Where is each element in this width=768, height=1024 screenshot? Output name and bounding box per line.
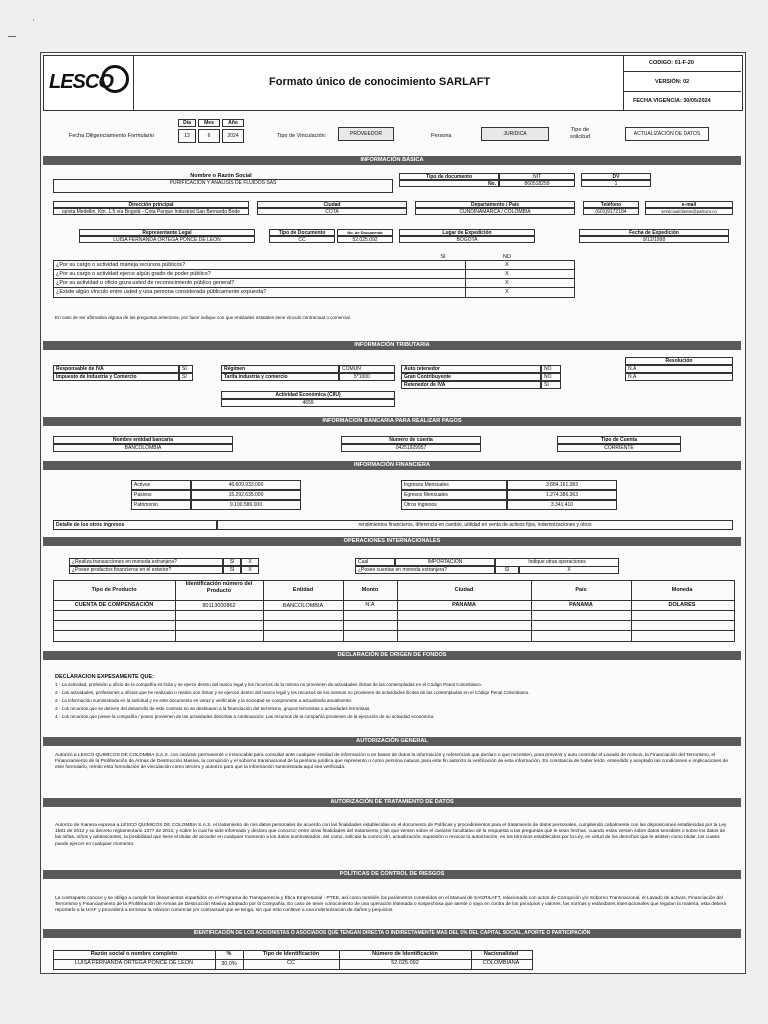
ingresos-field[interactable]: 3.884.161.083: [507, 480, 617, 490]
table-cell: BANCOLOMBIA: [282, 603, 324, 609]
table-cell: DOLARES: [668, 602, 696, 608]
section-bancaria: INFORMACION BANCARIA PARA REALIZAR PAGOS: [43, 417, 741, 426]
pep-question: ¿Existe algún vínculo entre usted y una persona considerada públicamente expuesta?: [56, 289, 267, 295]
tarifa-label: Tarifa industria y comercio: [221, 373, 339, 381]
table-cell: N.A: [365, 602, 375, 608]
section-autorizacion: AUTORIZACIÓN GENERAL: [43, 737, 741, 746]
pep-note: En caso de ser afirmativa alguna de las preguntas anteriores, por favor indique con que entidades estatales tiene vínculo contractual o comercial.: [55, 315, 351, 320]
scan-mark: ˈ: [32, 18, 35, 27]
rep-label: Representante Legal: [79, 229, 255, 236]
anio-label: Año: [222, 119, 244, 127]
pep-answer-checkbox[interactable]: X: [505, 262, 509, 268]
pep-question: ¿Por su cargo o actividad maneja recursos públicos?: [56, 262, 186, 268]
pep-answer-checkbox[interactable]: X: [505, 271, 509, 277]
intl-q2: ¿Posee productos financieros en el exterior?: [69, 566, 223, 574]
dia-field[interactable]: 13: [178, 129, 196, 143]
detalle-label: Detalle de los otros ingresos: [53, 520, 217, 530]
origen-item: 2 - Las actividades, profesiones u oficios que he realizado o realizo son lícitos y se ejercen dentro del marco legal y los recursos de los mismos no provienen de actividades ilícitas de las contempladas en el Código Penal Colombiano.: [55, 690, 530, 695]
origen-item: 2 - La información suministrada en la solicitud y en este documento es veraz y verificable y la sociedad se compromete a actualizarla anualmente.: [55, 698, 353, 703]
section-basica: INFORMACIÓN BÁSICA: [43, 156, 741, 165]
fexp-field[interactable]: 9/12/1998: [579, 236, 729, 243]
col-header: %: [226, 951, 232, 957]
tipo-cuenta-label: Tipo de Cuenta: [557, 436, 681, 444]
tipo-doc-label: Tipo de documento: [399, 173, 499, 180]
depto-label: Departamento / País: [415, 201, 575, 208]
gran-label: Gran Contribuyente: [401, 373, 541, 381]
riesgos-text: La contraparte conoce y se obliga a cumplir los lineamientos impartidos en el Programa de Transparencia y Ética Empresarial - PTEE, así como también los parámetros contenidos en el Manual de SAGRILAFT, relacionado con actos de Corrupción y/o Soborno Transnacional, el Lavado de activos, Financiación del Terrorismo y Financiamiento de la Proliferación de Armas de Destrucción Masiva adoptado por la Compañía. En caso de tener conocimiento de una operación intentada o sospechosa que atente o vaya en contra de los principios y valores, las normas y estándares internacionales que regulan la materia, esta deberá reportarlo a la UIAF y procederá a terminar la relación comercial y/o contractual que se tenga, sin que esto conlleve a una indemnización de daños y perjuicios.: [55, 896, 727, 914]
dv-label: DV: [581, 173, 651, 180]
entidad-label: Nombre entidad bancaria: [53, 436, 233, 444]
detalle-field[interactable]: rendimientos financieros, diferencia en cambio, utilidad en venta de activos fijos, indemnizaciones y otros: [217, 520, 733, 530]
solicitud-field[interactable]: ACTUALIZACIÓN DE DATOS: [625, 127, 709, 141]
tdoc-label: Tipo de Documento: [269, 229, 335, 236]
tel-label: Teléfono: [583, 201, 639, 208]
resol-label: Resolución: [625, 357, 733, 365]
cual-label: Cual: [355, 558, 395, 566]
dir-label: Dirección principal: [53, 201, 249, 208]
otros-label: Otros Ingresos: [401, 500, 507, 510]
table-cell: CUENTA DE COMPENSACIÓN: [74, 602, 154, 608]
table-cell: COLOMBIANA: [482, 960, 520, 966]
table-cell: 80113000862: [202, 603, 236, 609]
tratamiento-text: Autorizo de manera expresa a LESCO QUIMICOS DE COLOMBIA S.A.S. el tratamiento de mis datos personales de acuerdo con las finalidades establecidas en el documento de Políticas y procedimientos para el tratamiento de datos personales, cumpliendo cabalmente con las disposiciones establecidas por la Ley 1581 de 2012 y su decreto reglamentario 1377 de 2013, y sobre lo cual he sido informado y declaro que conozco; entre otras finalidades del tratamiento y las que versen sobre el carácter facultativo de la respuesta a las preguntas que le sean hechas, cuando estas versen sobre datos sensibles o sobre los datos de las niñas, niños y adolescentes, la posibilidad que tiene el titular de acceder en cualquier momento a los datos suministrados, así como, solicitar la corrección, actualización, supresión o revocar la autorización, en los términos establecidos por la Ley, en virtud de los derechos que le asisten como titular, los cuales puede ejercer en cualquier momento.: [55, 823, 727, 847]
entidad-field[interactable]: BANCOLOMBIA: [53, 444, 233, 452]
col-header: Entidad: [292, 587, 314, 593]
autoret-label: Auto retenedor: [401, 365, 541, 373]
table-cell: 52.025.092: [391, 960, 419, 966]
ciiu-label: Actividad Económica (CIIU): [221, 391, 395, 399]
rep-field[interactable]: LUISA FERNANDA ORTEGA PONCE DE LEON: [79, 236, 255, 243]
logo-magnifier-icon: [101, 65, 129, 93]
iva-field[interactable]: SI: [179, 365, 193, 373]
activos-field[interactable]: 46.609.933.000: [191, 480, 301, 490]
section-tratamiento: AUTORIZACIÓN DE TRATAMIENTO DE DATOS: [43, 798, 741, 807]
col-header: Identificación número del Producto: [185, 581, 253, 594]
section-internacionales: OPERACIONES INTERNACIONALES: [43, 537, 741, 546]
col-header: Tipo de Producto: [91, 587, 137, 593]
intl-q3-x[interactable]: X: [519, 566, 619, 574]
intl-q1-si[interactable]: SI: [223, 558, 241, 566]
tarifa-field[interactable]: 5*1000: [339, 373, 395, 381]
scan-mark-line: [8, 36, 16, 37]
vinculacion-field[interactable]: PROVEEDOR: [338, 127, 394, 141]
table-cell: PANAMA: [569, 602, 593, 608]
iva-label: Responsable de IVA: [53, 365, 179, 373]
reteiva-field[interactable]: SI: [541, 381, 561, 389]
gran-field[interactable]: NO: [541, 373, 561, 381]
ciudad-label: Ciudad: [257, 201, 407, 208]
company-logo: LESCO: [49, 71, 113, 93]
mes-field[interactable]: 6: [198, 129, 220, 143]
form-page: [40, 52, 746, 974]
tipo-doc-field[interactable]: NIT: [499, 173, 575, 180]
section-financiera: INFORMACIÓN FINANCIERA: [43, 461, 741, 470]
col-header: Monto: [361, 587, 379, 593]
email-field[interactable]: servicioalcliente@pafcom.co: [645, 208, 733, 215]
origen-title: DECLARACION EXPESAMENTE QUE:: [55, 674, 155, 680]
col-header: Moneda: [671, 587, 693, 593]
ica-label: Impuesto de Industria y Comercio: [53, 373, 179, 381]
vinculacion-label: Tipo de Vinculación:: [277, 133, 327, 139]
table-cell: PANAMA: [452, 602, 476, 608]
col-header: Número de Identificación: [372, 951, 438, 957]
anio-field[interactable]: 2024: [222, 129, 244, 143]
persona-label: Persona: [431, 133, 452, 139]
razon-field[interactable]: PURIFICACION Y ANALISIS DE FLUIDOS SAS: [53, 179, 393, 193]
patrimonio-field[interactable]: 9.100.586.000: [191, 500, 301, 510]
razon-label: Nombre o Razón Social: [190, 173, 252, 179]
resol-field-2[interactable]: N.A: [625, 373, 733, 381]
activos-label: Activos: [131, 480, 191, 490]
no-field[interactable]: 860518259: [499, 180, 575, 187]
pasivos-label: Pasivos: [131, 490, 191, 500]
cuenta-label: Numero de cuenta: [341, 436, 481, 444]
origen-item: 3 - Los recursos que se deriven del desarrollo de este contrato no se destinaran a la financiación del terrorismo, grupos terroristas o actividades terroristas.: [55, 706, 371, 711]
cuenta-field[interactable]: 04251929957: [341, 444, 481, 452]
ingresos-label: Ingresos Mensuales: [401, 480, 507, 490]
ica-field[interactable]: SI: [179, 373, 193, 381]
no-header: NO: [502, 254, 512, 260]
col-header: País: [575, 587, 587, 593]
section-origen: DECLARACIÓN DE ORIGEN DE FONDOS: [43, 651, 741, 660]
email-label: e-mail: [645, 201, 733, 208]
section-tributaria: INFORMACIÓN TRIBUTARIA: [43, 341, 741, 350]
table-cell: LUISA FERNANDA ORTEGA PONCE DE LEON: [74, 960, 194, 966]
tdoc-field[interactable]: CC: [269, 236, 335, 243]
nodoc-field[interactable]: 52.025.092: [337, 236, 393, 243]
form-title: Formato único de conocimiento SARLAFT: [269, 76, 491, 88]
intl-q1-x[interactable]: X: [241, 558, 259, 566]
pep-answer-checkbox[interactable]: X: [505, 289, 509, 295]
tel-field[interactable]: (601)9172184: [583, 208, 639, 215]
table-cell: 30,0%: [221, 961, 237, 967]
dir-field[interactable]: opista Medellin, Km. 1.5 vía Bogotá - Cota Parque Industrial San Bernardo Bode: [53, 208, 249, 215]
dia-label: Día: [178, 119, 196, 127]
ciiu-field[interactable]: 4659: [221, 399, 395, 407]
section-riesgos: POLÍTICAS DE CONTROL DE RIESGOS: [43, 870, 741, 879]
patrimonio-label: Patrimonio: [131, 500, 191, 510]
regimen-field[interactable]: COMUN: [339, 365, 395, 373]
nodoc-label: No. de Documento: [337, 229, 393, 236]
intl-q3: ¿Posee cuentas en moneda extranjera?: [355, 566, 495, 574]
si-header: SI: [440, 254, 446, 260]
pep-question: ¿Por su actividad u oficio goza usted de reconocimiento público general?: [56, 280, 235, 286]
lugar-label: Lugar de Expedición: [399, 229, 535, 236]
intl-q1: ¿Realiza transacciones en moneda extranjera?: [69, 558, 223, 566]
reteiva-label: Retenedor de IVA: [401, 381, 541, 389]
col-header: Ciudad: [454, 587, 474, 593]
ciudad-field[interactable]: COTA: [257, 208, 407, 215]
intl-q2-si[interactable]: SI: [223, 566, 241, 574]
origen-item: 1 - La actividad, profesión u oficio de la compañía es lícita y se ejerce dentro del marco legal y los recursos de la misma no provienen de actividades ilícitas de las contempladas en el Código Penal Colombiano.: [55, 682, 482, 687]
resol-field-1[interactable]: N.A: [625, 365, 733, 373]
otras-operaciones-label: Indique otras operaciones: [495, 558, 619, 566]
col-header: Razón social o nombre completo: [90, 951, 178, 957]
tipo-cuenta-field[interactable]: CORRIENTE: [557, 444, 681, 452]
egresos-field[interactable]: 1.274.386.363: [507, 490, 617, 500]
mes-label: Mes: [198, 119, 220, 127]
depto-field[interactable]: CUNDINAMARCA / COLOMBIA: [415, 208, 575, 215]
col-header: Nacionalidad: [483, 951, 519, 957]
intl-q2-x[interactable]: X: [241, 566, 259, 574]
fecha-label: Fecha Diligenciamiento Formulario: [69, 133, 154, 139]
autorizacion-text: Autorizo a LESCO QUIMICOS DE COLOMBIA S.A.S. con carácter permanente e irrevocable para consultar ante cualquier entidad de información o en bases de datos la información y referencias que declaro o que necesiten, para prevenir y auto controlar el Lavado de Activos, la Financiación del Terrorismo, el Financiamiento de la Proliferación de Armas de Destrucción Masiva, la corrupción y el soborno transnacional de la persona jurídica que represento o como persona natural, para este fin autorizo la verificación de esta información. En constancia de haber leído, entendido y aceptado las condiciones e implicaciones de este formulario, remito esta formulación de vinculación como tercero y autorizo para que la información suministrada aquí sea verificada.: [55, 753, 729, 771]
lugar-field[interactable]: BOGOTA: [399, 236, 535, 243]
solicitud-label: Tipo de solicitud: [570, 127, 590, 140]
pep-question: ¿Por su cargo o actividad ejerce algún grado de poder público?: [56, 271, 211, 277]
egresos-label: Egresos Mensuales: [401, 490, 507, 500]
autoret-field[interactable]: NO: [541, 365, 561, 373]
persona-field[interactable]: JURIDICA: [481, 127, 549, 141]
regimen-label: Régimen: [221, 365, 339, 373]
otros-field[interactable]: 3.341.410: [507, 500, 617, 510]
pep-answer-checkbox[interactable]: X: [505, 280, 509, 286]
table-cell: CC: [287, 960, 295, 966]
intl-q3-si[interactable]: SI: [495, 566, 519, 574]
fexp-label: Fecha de Expedición: [579, 229, 729, 236]
section-accionistas: IDENTIFICACIÓN DE LOS ACCIONISTAS O ASOCIADOS QUE TENGAN DIRECTA O INDIRECTAMENTE MAS DEL 5% DEL CAPITAL SOCIAL, APORTE O PARTICIPACIÓN: [43, 929, 741, 938]
cual-field[interactable]: IMPORTACIÓN: [395, 558, 495, 566]
form-code: CODIGO: 01-F-20: [649, 60, 694, 66]
pasivos-field[interactable]: 15.292.635.000: [191, 490, 301, 500]
col-header: Tipo de Identificación: [262, 951, 320, 957]
form-version: VERSIÓN: 02: [655, 79, 690, 85]
dv-field[interactable]: 1: [581, 180, 651, 187]
form-validity: FECHA VIGENCIA: 30/05/2024: [633, 98, 711, 104]
origen-item: 4 - Los recursos que posee la compañía / poseo provienen de las actividades descritas a continuación: Las recursos de la compañía provienen de la ejecución de su actividad económica: [55, 714, 434, 719]
no-label: No.: [399, 180, 499, 187]
